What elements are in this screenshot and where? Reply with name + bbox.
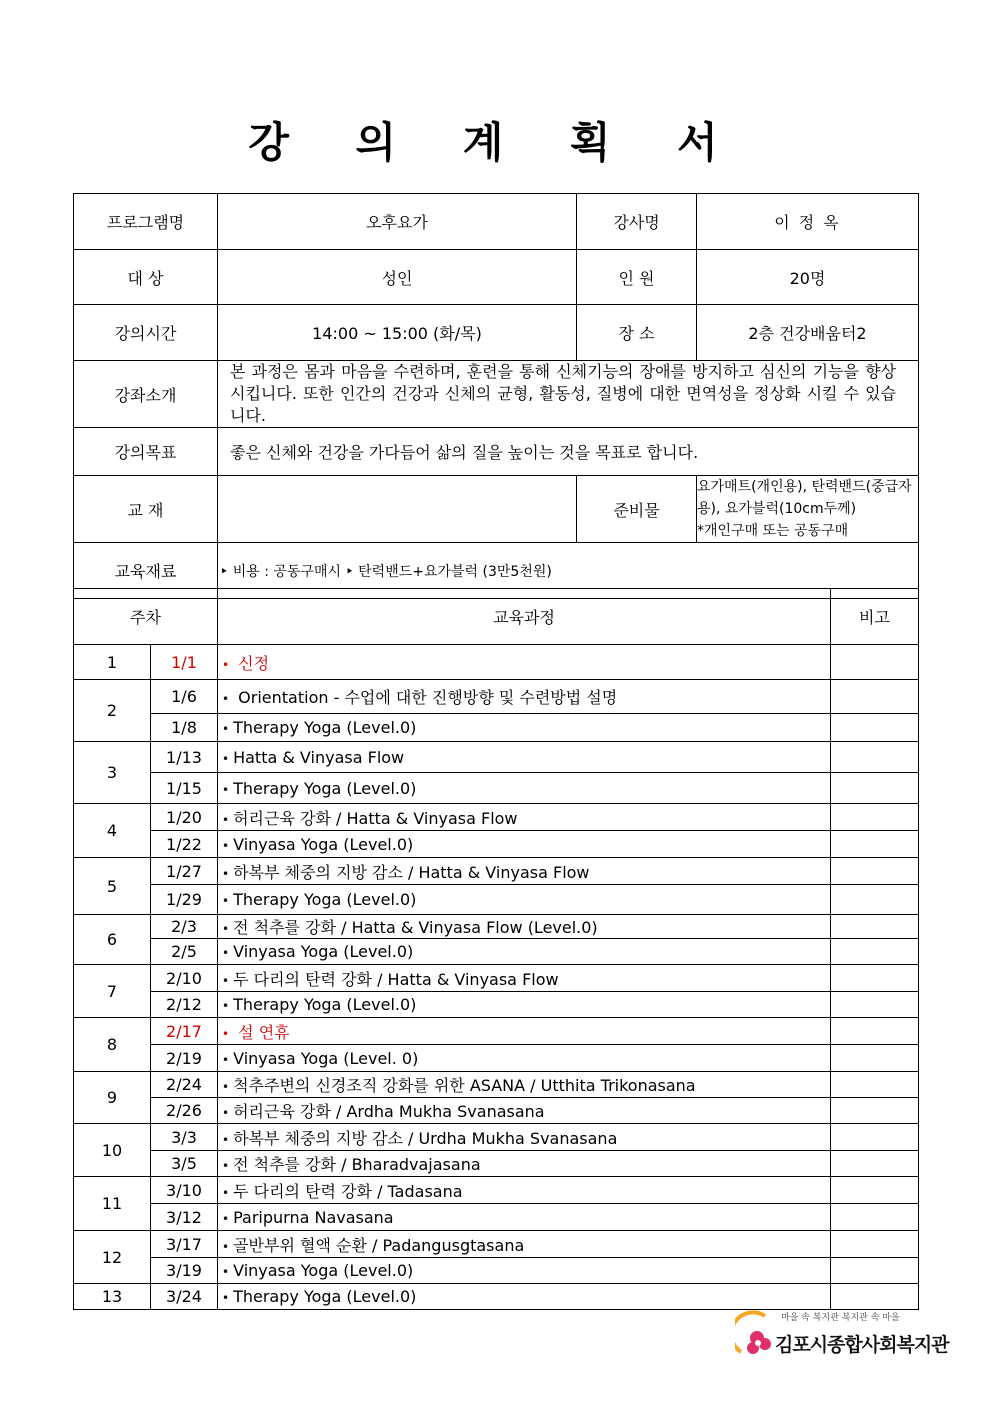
- bullet-icon: •: [222, 1185, 230, 1200]
- program-value: 오후요가: [218, 194, 577, 250]
- course-text: 척추주변의 신경조직 강화를 위한 ASANA / Utthita Trikonasana: [233, 1076, 696, 1095]
- note-cell: [831, 773, 919, 804]
- date-cell: 1/13: [151, 742, 218, 773]
- course-text: 하복부 체중의 지방 감소 / Hatta & Vinyasa Flow: [233, 862, 590, 882]
- bullet-icon: •: [222, 973, 230, 988]
- date-cell: 1/1: [151, 645, 218, 680]
- table-row: [74, 965, 919, 992]
- note-header: 비고: [831, 589, 919, 645]
- date-cell: 3/24: [151, 1284, 218, 1310]
- bullet-icon: •: [222, 1052, 230, 1067]
- note-cell: [831, 885, 919, 915]
- date-cell: 2/3: [151, 915, 218, 939]
- bullet-icon: •: [222, 782, 230, 797]
- week-cell: 10: [74, 1124, 151, 1177]
- course-text: Therapy Yoga (Level.0): [233, 778, 417, 798]
- course-cell: [218, 858, 831, 885]
- date-cell: 1/20: [151, 804, 218, 831]
- date-cell: 1/6: [151, 680, 218, 714]
- table-row: [74, 1177, 919, 1204]
- note-cell: [831, 915, 919, 939]
- date-cell: 2/5: [151, 939, 218, 965]
- course-text: Therapy Yoga (Level.0): [233, 890, 417, 909]
- course-cell: [218, 939, 831, 965]
- date-cell: 1/22: [151, 831, 218, 858]
- table-row: [74, 939, 919, 965]
- note-cell: [831, 858, 919, 885]
- course-text: Therapy Yoga (Level.0): [233, 718, 417, 737]
- bullet-icon: •: [222, 692, 230, 706]
- course-text: 전 척추를 강화 / Bharadvajasana: [233, 1155, 481, 1174]
- date-cell: 2/26: [151, 1098, 218, 1124]
- table-row: [74, 1072, 919, 1098]
- course-cell: [218, 1124, 831, 1151]
- course-text: 전 척추를 강화 / Hatta & Vinyasa Flow (Level.0): [233, 918, 598, 937]
- note-cell: [831, 645, 919, 680]
- course-text: Vinyasa Yoga (Level.0): [233, 834, 414, 854]
- table-row: [74, 1284, 919, 1310]
- date-cell: 2/19: [151, 1045, 218, 1072]
- bullet-icon: •: [222, 751, 230, 766]
- note-cell: [831, 742, 919, 773]
- course-cell: [218, 1284, 831, 1310]
- note-cell: [831, 965, 919, 992]
- info-table: [73, 193, 919, 599]
- note-cell: [831, 714, 919, 742]
- note-cell: [831, 1151, 919, 1177]
- place-value: 2층 건강배움터2: [697, 305, 919, 361]
- table-row: [74, 992, 919, 1018]
- bullet-icon: •: [222, 812, 230, 827]
- table-row: [74, 1151, 919, 1177]
- course-cell: [218, 1204, 831, 1231]
- course-text: 골반부위 혈액 순환 / Padangusgtasana: [233, 1235, 525, 1255]
- week-cell: 4: [74, 804, 151, 858]
- table-row: [74, 1204, 919, 1231]
- course-cell: [218, 1177, 831, 1204]
- textbook-label: 교 재: [74, 476, 218, 543]
- material-value: ‣ 비용 : 공동구매시 ‣ 탄력밴드+요가블럭 (3만5천원): [218, 543, 919, 599]
- date-cell: 3/19: [151, 1258, 218, 1284]
- note-cell: [831, 831, 919, 858]
- table-row: [74, 1258, 919, 1284]
- course-text: 두 다리의 탄력 강화 / Tadasana: [233, 1181, 463, 1201]
- date-cell: 3/3: [151, 1124, 218, 1151]
- bullet-icon: •: [222, 922, 230, 936]
- page-title: 강 의 계 획 서: [248, 118, 744, 167]
- week-cell: 11: [74, 1177, 151, 1231]
- course-cell: [218, 915, 831, 939]
- bullet-icon: •: [222, 1080, 230, 1094]
- note-cell: [831, 1124, 919, 1151]
- course-text: Therapy Yoga (Level.0): [233, 995, 417, 1014]
- course-cell: [218, 1072, 831, 1098]
- week-cell: 5: [74, 858, 151, 915]
- table-row: [74, 858, 919, 885]
- note-cell: [831, 1258, 919, 1284]
- course-text: 허리근육 강화 / Hatta & Vinyasa Flow: [233, 808, 518, 828]
- table-row: [74, 1231, 919, 1258]
- week-cell: 1: [74, 645, 151, 680]
- week-header: 주차: [74, 589, 218, 645]
- course-text: Paripurna Navasana: [233, 1207, 394, 1227]
- course-text: 하복부 체중의 지방 감소 / Urdha Mukha Svanasana: [233, 1128, 618, 1148]
- note-cell: [831, 1072, 919, 1098]
- course-text: 두 다리의 탄력 강화 / Hatta & Vinyasa Flow: [233, 969, 559, 989]
- count-label: 인 원: [577, 250, 697, 305]
- course-text: Vinyasa Yoga (Level.0): [233, 942, 414, 961]
- textbook-value: [218, 476, 577, 543]
- note-cell: [831, 804, 919, 831]
- logo-name: 김포시종합사회복지관: [775, 1334, 949, 1356]
- course-cell: [218, 1151, 831, 1177]
- date-cell: 3/5: [151, 1151, 218, 1177]
- bullet-icon: •: [222, 894, 230, 908]
- organization-logo: [735, 1308, 949, 1368]
- course-cell: [218, 1098, 831, 1124]
- goal-value: 좋은 신체와 건강을 가다듬어 삶의 질을 높이는 것을 목표로 합니다.: [218, 428, 919, 476]
- table-row: [74, 885, 919, 915]
- prep-line-2: *개인구매 또는 공동구매: [697, 523, 849, 539]
- instructor-value: 이 정 옥: [697, 194, 919, 250]
- course-cell: [218, 1231, 831, 1258]
- prep-label: 준비물: [577, 476, 697, 543]
- bullet-icon: •: [222, 1265, 230, 1279]
- bullet-icon: •: [222, 1106, 230, 1120]
- course-header: 교육과정: [218, 589, 831, 645]
- course-text: Therapy Yoga (Level.0): [233, 1287, 417, 1306]
- week-cell: 3: [74, 742, 151, 804]
- course-text: 허리근육 강화 / Ardha Mukha Svanasana: [233, 1102, 545, 1121]
- prep-line-1: 요가매트(개인용), 탄력밴드(중급자용), 요가블럭(10cm두께): [697, 479, 912, 517]
- schedule-table: [73, 588, 919, 1310]
- bullet-icon: •: [222, 1132, 230, 1147]
- course-text: Vinyasa Yoga (Level.0): [233, 1261, 414, 1280]
- course-cell: [218, 965, 831, 992]
- bullet-icon: •: [222, 838, 230, 853]
- bullet-icon: •: [222, 866, 230, 881]
- date-cell: 3/17: [151, 1231, 218, 1258]
- bullet-icon: •: [222, 946, 230, 960]
- note-cell: [831, 939, 919, 965]
- time-label: 강의시간: [74, 305, 218, 361]
- course-cell: [218, 992, 831, 1018]
- week-cell: 6: [74, 915, 151, 965]
- target-value: 성인: [218, 250, 577, 305]
- flower-logo-icon: [735, 1308, 779, 1364]
- course-cell: [218, 773, 831, 804]
- table-row: [74, 1098, 919, 1124]
- week-cell: 12: [74, 1231, 151, 1284]
- date-cell: 2/12: [151, 992, 218, 1018]
- course-cell: [218, 1258, 831, 1284]
- note-cell: [831, 992, 919, 1018]
- course-cell: [218, 680, 831, 714]
- note-cell: [831, 1204, 919, 1231]
- table-row: [74, 773, 919, 804]
- date-cell: 2/24: [151, 1072, 218, 1098]
- bullet-icon: •: [222, 722, 230, 736]
- place-label: 장 소: [577, 305, 697, 361]
- bullet-icon: •: [222, 1291, 230, 1305]
- course-cell: [218, 831, 831, 858]
- table-row: [74, 1124, 919, 1151]
- note-cell: [831, 680, 919, 714]
- bullet-icon: •: [222, 1239, 230, 1254]
- course-cell: [218, 1018, 831, 1045]
- note-cell: [831, 1045, 919, 1072]
- note-cell: [831, 1177, 919, 1204]
- time-value: 14:00 ~ 15:00 (화/목): [218, 305, 577, 361]
- date-cell: 2/10: [151, 965, 218, 992]
- table-row: [74, 804, 919, 831]
- bullet-icon: •: [222, 1159, 230, 1173]
- course-cell: [218, 742, 831, 773]
- count-value: 20명: [697, 250, 919, 305]
- course-text: Orientation - 수업에 대한 진행방향 및 수련방법 설명: [233, 688, 618, 707]
- table-row: [74, 831, 919, 858]
- course-cell: [218, 714, 831, 742]
- table-row: [74, 1045, 919, 1072]
- date-cell: 1/27: [151, 858, 218, 885]
- bullet-icon: •: [222, 999, 230, 1013]
- program-label: 프로그램명: [74, 194, 218, 250]
- intro-label: 강좌소개: [74, 361, 218, 428]
- course-text: 신정: [233, 653, 270, 673]
- table-row: [74, 680, 919, 714]
- instructor-label: 강사명: [577, 194, 697, 250]
- table-row: [74, 714, 919, 742]
- bullet-icon: •: [222, 1211, 230, 1226]
- table-row: [74, 742, 919, 773]
- prep-value: [697, 476, 919, 543]
- note-cell: [831, 1284, 919, 1310]
- goal-label: 강의목표: [74, 428, 218, 476]
- week-cell: 2: [74, 680, 151, 742]
- course-cell: [218, 885, 831, 915]
- date-cell: 3/10: [151, 1177, 218, 1204]
- course-text: Vinyasa Yoga (Level. 0): [233, 1048, 419, 1068]
- date-cell: 1/29: [151, 885, 218, 915]
- note-cell: [831, 1018, 919, 1045]
- note-cell: [831, 1098, 919, 1124]
- course-cell: [218, 804, 831, 831]
- week-cell: 9: [74, 1072, 151, 1124]
- table-row: [74, 1018, 919, 1045]
- week-cell: 13: [74, 1284, 151, 1310]
- week-cell: 7: [74, 965, 151, 1018]
- course-text: Hatta & Vinyasa Flow: [233, 747, 405, 767]
- date-cell: 1/8: [151, 714, 218, 742]
- date-cell: 2/17: [151, 1018, 218, 1045]
- intro-value: 본 과정은 몸과 마음을 수련하며, 훈련을 통해 신체기능의 장애를 방지하고 심신의 기능을 향상시킵니다. 또한 인간의 건강과 신체의 균형, 활동성, 질병에 대한 면역성을 정상화 시킬 수 있습니다.: [218, 361, 919, 428]
- date-cell: 3/12: [151, 1204, 218, 1231]
- date-cell: 1/15: [151, 773, 218, 804]
- table-row: [74, 915, 919, 939]
- week-cell: 8: [74, 1018, 151, 1072]
- logo-tagline: 마을 속 복지관 복지관 속 마을: [781, 1313, 900, 1323]
- course-text: 설 연휴: [233, 1022, 290, 1042]
- target-label: 대 상: [74, 250, 218, 305]
- table-row: [74, 645, 919, 680]
- course-cell: [218, 1045, 831, 1072]
- bullet-icon: •: [222, 1026, 230, 1041]
- material-label: 교육재료: [74, 543, 218, 599]
- course-cell: [218, 645, 831, 680]
- bullet-icon: •: [222, 657, 230, 672]
- note-cell: [831, 1231, 919, 1258]
